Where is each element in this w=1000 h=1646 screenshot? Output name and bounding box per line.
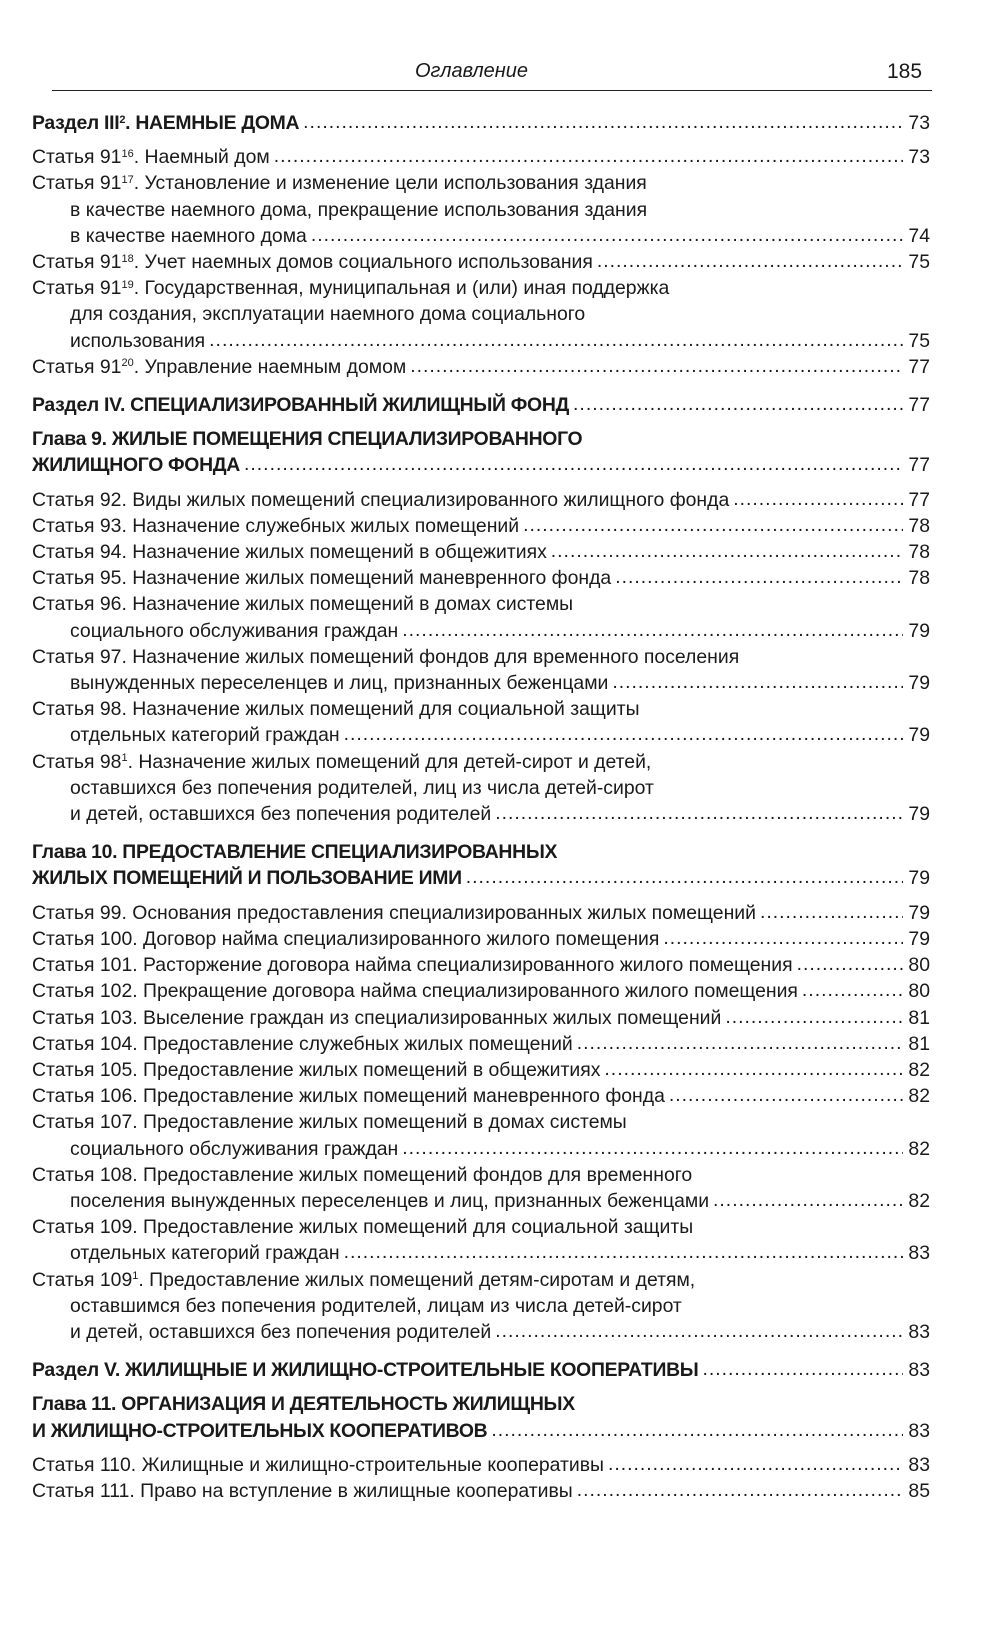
dot-leader — [577, 1030, 903, 1056]
dot-leader — [702, 1356, 903, 1382]
toc-section-3[interactable]: Раздел III$^2$. НАЕМНЫЕ ДОМА ..... 73 — [32, 110, 930, 136]
toc-page: 80 — [908, 954, 930, 977]
toc-page: 80 — [908, 980, 930, 1003]
toc-article-110[interactable]: Статья 110. Жилищные и жилищно-строительные кооперативы ..... 83 — [32, 1452, 930, 1478]
dot-leader — [713, 1187, 903, 1213]
dot-leader — [733, 486, 903, 512]
dot-leader — [402, 617, 903, 643]
toc-chapter-11[interactable]: Глава 11. ОРГАНИЗАЦИЯ И ДЕЯТЕЛЬНОСТЬ ЖИЛИЩНЫХ И ЖИЛИЩНО-СТРОИТЕЛЬНЫХ КООПЕРАТИВОВ ..... 83 — [32, 1391, 930, 1443]
toc-article-103[interactable]: Статья 103. Выселение граждан из специализированных жилых помещений ..... 81 — [32, 1005, 930, 1031]
toc-page: 83 — [908, 1320, 930, 1343]
toc-page: 77 — [908, 355, 930, 378]
toc-page: 83 — [908, 1359, 930, 1382]
dot-leader — [615, 564, 903, 590]
toc-page: 74 — [908, 224, 930, 247]
dot-leader — [573, 391, 903, 417]
toc-page: 78 — [908, 567, 930, 590]
toc-page: 77 — [908, 394, 930, 417]
toc-page: 79 — [908, 672, 930, 695]
toc-article-93[interactable]: Статья 93. Назначение служебных жилых помещений ..... 78 — [32, 513, 930, 539]
toc-section-4[interactable]: Раздел IV. СПЕЦИАЛИЗИРОВАННЫЙ ЖИЛИЩНЫЙ ФОНД ..... 77 — [32, 392, 930, 418]
toc-page: 83 — [908, 1419, 930, 1442]
dot-leader — [577, 1477, 903, 1503]
table-of-contents — [32, 110, 930, 1504]
dot-leader — [402, 1135, 903, 1161]
toc-page: 85 — [908, 1479, 930, 1502]
toc-article-106[interactable]: Статья 106. Предоставление жилых помещений маневренного фонда ..... 82 — [32, 1083, 930, 1109]
toc-page: 82 — [908, 1058, 930, 1081]
dot-leader — [209, 327, 903, 353]
dot-leader — [597, 248, 903, 274]
dot-leader — [344, 721, 903, 747]
dot-leader — [612, 669, 903, 695]
toc-page: 81 — [908, 1032, 930, 1055]
toc-page: 79 — [908, 867, 930, 890]
toc-article-91-20[interactable]: Статья $91^{20}$. Управление наемным домом ..... 77 — [32, 354, 930, 380]
toc-section-5[interactable]: Раздел V. ЖИЛИЩНЫЕ И ЖИЛИЩНО-СТРОИТЕЛЬНЫЕ КООПЕРАТИВЫ ..... 83 — [32, 1357, 930, 1383]
dot-leader — [344, 1239, 903, 1265]
dot-leader — [523, 512, 903, 538]
toc-article-108[interactable]: Статья 108. Предоставление жилых помещений фондов для временного поселения вынужденных переселенцев и лиц, признанных беженцами ..... 82 — [32, 1162, 930, 1214]
toc-page: 79 — [908, 927, 930, 950]
toc-article-98-1[interactable]: Статья $98^1$. Назначение жилых помещений для детей-сирот и детей, оставшихся без попечения родителей, лиц из числа детей-сирот и детей, оставшихся без попечения родителей ..... 79 — [32, 749, 930, 828]
toc-page: 82 — [908, 1137, 930, 1160]
toc-article-96[interactable]: Статья 96. Назначение жилых помещений в домах системы социального обслуживания граждан ..... 79 — [32, 591, 930, 643]
toc-page: 83 — [908, 1453, 930, 1476]
toc-article-94[interactable]: Статья 94. Назначение жилых помещений в общежитиях ..... 78 — [32, 539, 930, 565]
dot-leader — [410, 353, 903, 379]
toc-article-91-17[interactable]: Статья $91^{17}$. Установление и изменение цели использования здания в качестве наемного дома, прекращение использования здания в качестве наемного дома ..... 74 — [32, 170, 930, 249]
dot-leader — [760, 899, 903, 925]
toc-page: 79 — [908, 803, 930, 826]
toc-chapter-9[interactable]: Глава 9. ЖИЛЫЕ ПОМЕЩЕНИЯ СПЕЦИАЛИЗИРОВАННОГО ЖИЛИЩНОГО ФОНДА ..... 77 — [32, 426, 930, 478]
toc-article-102[interactable]: Статья 102. Прекращение договора найма специализированного жилого помещения ..... 80 — [32, 978, 930, 1004]
toc-page: 82 — [908, 1189, 930, 1212]
toc-article-109[interactable]: Статья 109. Предоставление жилых помещений для социальной защиты отдельных категорий граждан ..... 83 — [32, 1214, 930, 1266]
dot-leader — [725, 1004, 903, 1030]
dot-leader — [551, 538, 903, 564]
dot-leader — [303, 109, 903, 135]
toc-page: 83 — [908, 1242, 930, 1265]
running-title: Оглавление — [415, 60, 529, 82]
toc-page: 75 — [908, 251, 930, 274]
toc-article-91-18[interactable]: Статья $91^{18}$. Учет наемных домов социального использования ..... 75 — [32, 249, 930, 275]
toc-chapter-10[interactable]: Глава 10. ПРЕДОСТАВЛЕНИЕ СПЕЦИАЛИЗИРОВАННЫХ ЖИЛЫХ ПОМЕЩЕНИЙ И ПОЛЬЗОВАНИЕ ИМИ ..... 79 — [32, 839, 930, 891]
dot-leader — [495, 1318, 903, 1344]
page-number: 185 — [887, 60, 923, 83]
toc-article-97[interactable]: Статья 97. Назначение жилых помещений фондов для временного поселения вынужденных переселенцев и лиц, признанных беженцами ..... 79 — [32, 644, 930, 696]
toc-article-100[interactable]: Статья 100. Договор найма специализированного жилого помещения ..... 79 — [32, 926, 930, 952]
toc-page: 79 — [908, 901, 930, 924]
toc-article-111[interactable]: Статья 111. Право на вступление в жилищные кооперативы ..... 85 — [32, 1478, 930, 1504]
dot-leader — [495, 800, 903, 826]
dot-leader — [466, 864, 903, 890]
toc-article-109-1[interactable]: Статья $109^1$. Предоставление жилых помещений детям-сиротам и детям, оставшимся без попечения родителей, лицам из числа детей-сирот и детей, оставшихся без попечения родителей ..... 83 — [32, 1267, 930, 1346]
dot-leader — [604, 1056, 903, 1082]
toc-page: 81 — [908, 1006, 930, 1029]
toc-article-99[interactable]: Статья 99. Основания предоставления специализированных жилых помещений ..... 79 — [32, 900, 930, 926]
header-rule — [52, 90, 932, 91]
dot-leader — [797, 951, 903, 977]
toc-page: 75 — [908, 329, 930, 352]
toc-article-91-19[interactable]: Статья $91^{19}$. Государственная, муниципальная и (или) иная поддержка для создания, эксплуатации наемного дома социального использования ..... 75 — [32, 275, 930, 354]
toc-page: 79 — [908, 619, 930, 642]
toc-article-91-16[interactable]: Статья $91^{16}$. Наемный дом ..... 73 — [32, 144, 930, 170]
dot-leader — [663, 925, 903, 951]
dot-leader — [274, 143, 903, 169]
toc-article-98[interactable]: Статья 98. Назначение жилых помещений для социальной защиты отдельных категорий граждан ..... 79 — [32, 696, 930, 748]
toc-page: 73 — [908, 146, 930, 169]
dot-leader — [669, 1082, 903, 1108]
toc-page: 73 — [908, 112, 930, 134]
toc-page: 78 — [908, 541, 930, 564]
toc-article-92[interactable]: Статья 92. Виды жилых помещений специализированного жилищного фонда ..... 77 — [32, 487, 930, 513]
toc-page: 77 — [908, 488, 930, 511]
dot-leader — [244, 451, 903, 477]
toc-article-95[interactable]: Статья 95. Назначение жилых помещений маневренного фонда ..... 78 — [32, 565, 930, 591]
toc-article-104[interactable]: Статья 104. Предоставление служебных жилых помещений ..... 81 — [32, 1031, 930, 1057]
dot-leader — [491, 1417, 903, 1443]
toc-page: 79 — [908, 724, 930, 747]
toc-article-105[interactable]: Статья 105. Предоставление жилых помещений в общежитиях ..... 82 — [32, 1057, 930, 1083]
dot-leader — [311, 222, 903, 248]
toc-article-101[interactable]: Статья 101. Расторжение договора найма специализированного жилого помещения ..... 80 — [32, 952, 930, 978]
toc-page: 78 — [908, 514, 930, 537]
toc-page: 82 — [908, 1085, 930, 1108]
page-header — [32, 0, 930, 110]
toc-article-107[interactable]: Статья 107. Предоставление жилых помещений в домах системы социального обслуживания граждан ..... 82 — [32, 1109, 930, 1161]
toc-page: 77 — [908, 454, 930, 477]
dot-leader — [608, 1451, 903, 1477]
dot-leader — [802, 977, 903, 1003]
